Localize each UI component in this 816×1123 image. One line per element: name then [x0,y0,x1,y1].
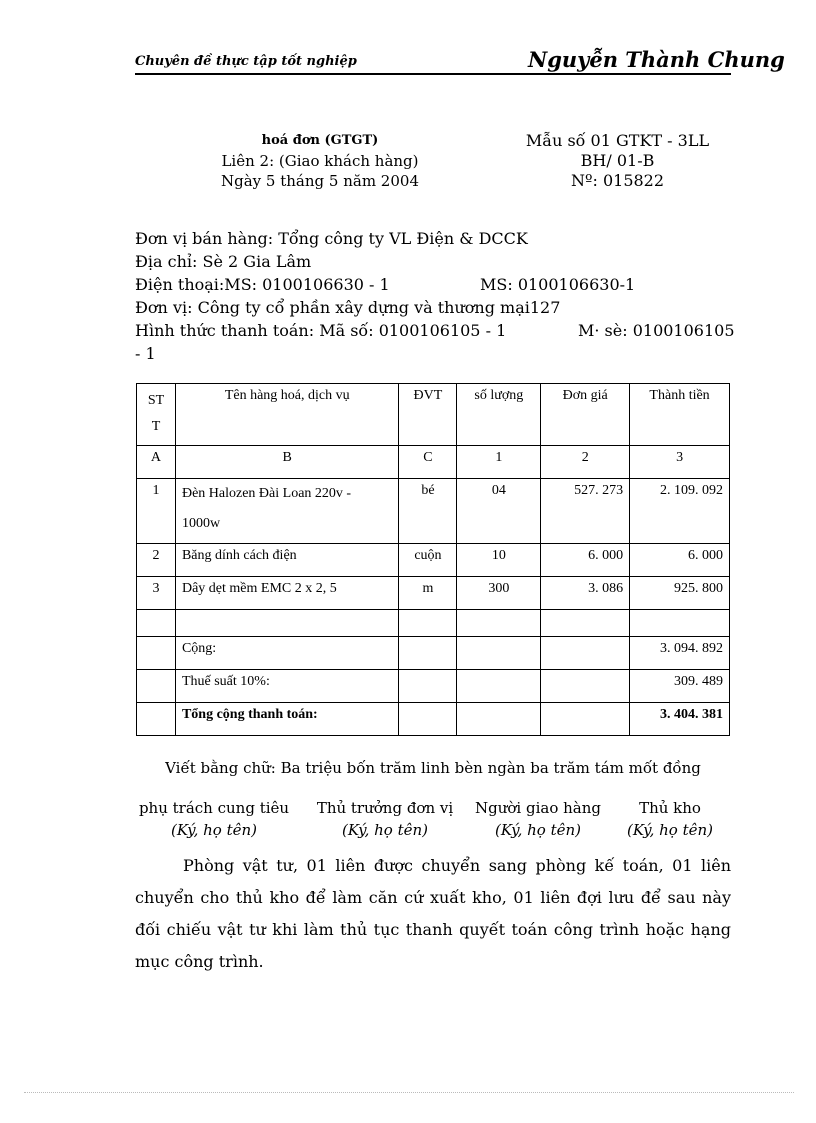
header-qty: số lượng [457,384,541,446]
row-unit: bé [399,479,457,544]
total-value: 3. 404. 381 [630,703,730,736]
seller-ms: MS: 0100106630-1 [480,275,636,294]
signature-note: (Ký, họ tên) [627,821,713,839]
buyer-ms: M· sè: 0100106105 [578,321,735,340]
signature-block [300,797,470,841]
signature-role: Người giao hàng [475,799,601,817]
code-1: 1 [457,446,541,479]
table-row [137,577,730,610]
seller-address: Địa chỉ: Sè 2 Gia Lâm [135,252,312,271]
empty-row [137,610,730,637]
subtotal-label: Cộng: [175,637,399,670]
total-row [137,703,730,736]
row-price: 527. 273 [541,479,630,544]
header-right: Nguyễn Thành Chung [528,47,785,72]
tax-label: Thuế suất 10%: [175,670,399,703]
row-qty: 10 [457,544,541,577]
header-amount: Thành tiền [630,384,730,446]
row-stt: 1 [137,479,176,544]
signature-block [585,797,755,841]
row-name: Đèn Halozen Đài Loan 220v - 1000w [175,479,399,544]
header-name: Tên hàng hoá, dịch vụ [175,384,399,446]
total-label: Tổng cộng thanh toán: [175,703,399,736]
signature-block [129,797,299,841]
header-divider [135,73,731,75]
body-paragraph: Phòng vật tư, 01 liên được chuyển sang phòng kế toán, 01 liên chuyển cho thủ kho để làm căn cứ xuất kho, 01 liên đợi lưu để sau này đối chiếu vật tư khi làm thủ tục thanh quyết toán công trình hoặc hạng mục công trình. [135,856,731,971]
row-qty: 300 [457,577,541,610]
invoice-title-line1: hoá đơn (GTGT) [261,133,379,148]
tax-value: 309. 489 [630,670,730,703]
code-b: B [175,446,399,479]
header-unit: ĐVT [399,384,457,446]
form-series: BH/ 01-B [580,151,655,170]
header-stt: ST T [137,384,176,446]
tax-row [137,670,730,703]
code-c: C [399,446,457,479]
row-name: Dây dẹt mềm EMC 2 x 2, 5 [175,577,399,610]
header-price: Đơn giá [541,384,630,446]
row-unit: m [399,577,457,610]
code-3: 3 [630,446,730,479]
row-amount: 925. 800 [630,577,730,610]
table-header-row [137,384,730,446]
row-unit: cuộn [399,544,457,577]
footer-divider [24,1092,794,1093]
invoice-title-line2: Liên 2: (Giao khách hàng) [221,152,419,170]
signature-role: phụ trách cung tiêu [138,799,290,817]
header-left: Chuyên đề thực tập tốt nghiệp [135,54,357,69]
table-row [137,479,730,544]
signature-role: Thủ trưởng đơn vị [316,799,454,817]
signature-note: (Ký, họ tên) [495,821,581,839]
invoice-number: Nº: 015822 [570,171,665,190]
row-amount: 6. 000 [630,544,730,577]
row-qty: 04 [457,479,541,544]
signature-role: Thủ kho [639,799,701,817]
subtotal-value: 3. 094. 892 [630,637,730,670]
row-stt: 2 [137,544,176,577]
row-name: Băng dính cách điện [175,544,399,577]
code-2: 2 [541,446,630,479]
signature-note: (Ký, họ tên) [342,821,428,839]
invoice-title [205,131,435,191]
row-price: 6. 000 [541,544,630,577]
form-number: Mẫu số 01 GTKT - 3LL [525,131,710,150]
buyer-ms-continued: - 1 [135,344,156,363]
invoice-table [136,383,730,736]
payment-method: Hình thức thanh toán: Mã số: 0100106105 - 1 [135,321,507,340]
amount-in-words: Viết bằng chữ: Ba triệu bốn trăm linh bèn ngàn ba trăm tám mốt đồng [165,759,701,777]
table-row [137,544,730,577]
code-row [137,446,730,479]
invoice-date: Ngày 5 tháng 5 năm 2004 [221,172,419,190]
row-amount: 2. 109. 092 [630,479,730,544]
row-price: 3. 086 [541,577,630,610]
subtotal-row [137,637,730,670]
code-a: A [137,446,176,479]
buyer-unit: Đơn vị: Công ty cổ phần xây dựng và thương mại127 [135,298,561,317]
seller-phone: Điện thoại:MS: 0100106630 - 1 [135,275,390,294]
form-info [515,131,720,191]
row-stt: 3 [137,577,176,610]
seller-unit: Đơn vị bán hàng: Tổng công ty VL Điện & DCCK [135,229,528,248]
signature-note: (Ký, họ tên) [171,821,257,839]
